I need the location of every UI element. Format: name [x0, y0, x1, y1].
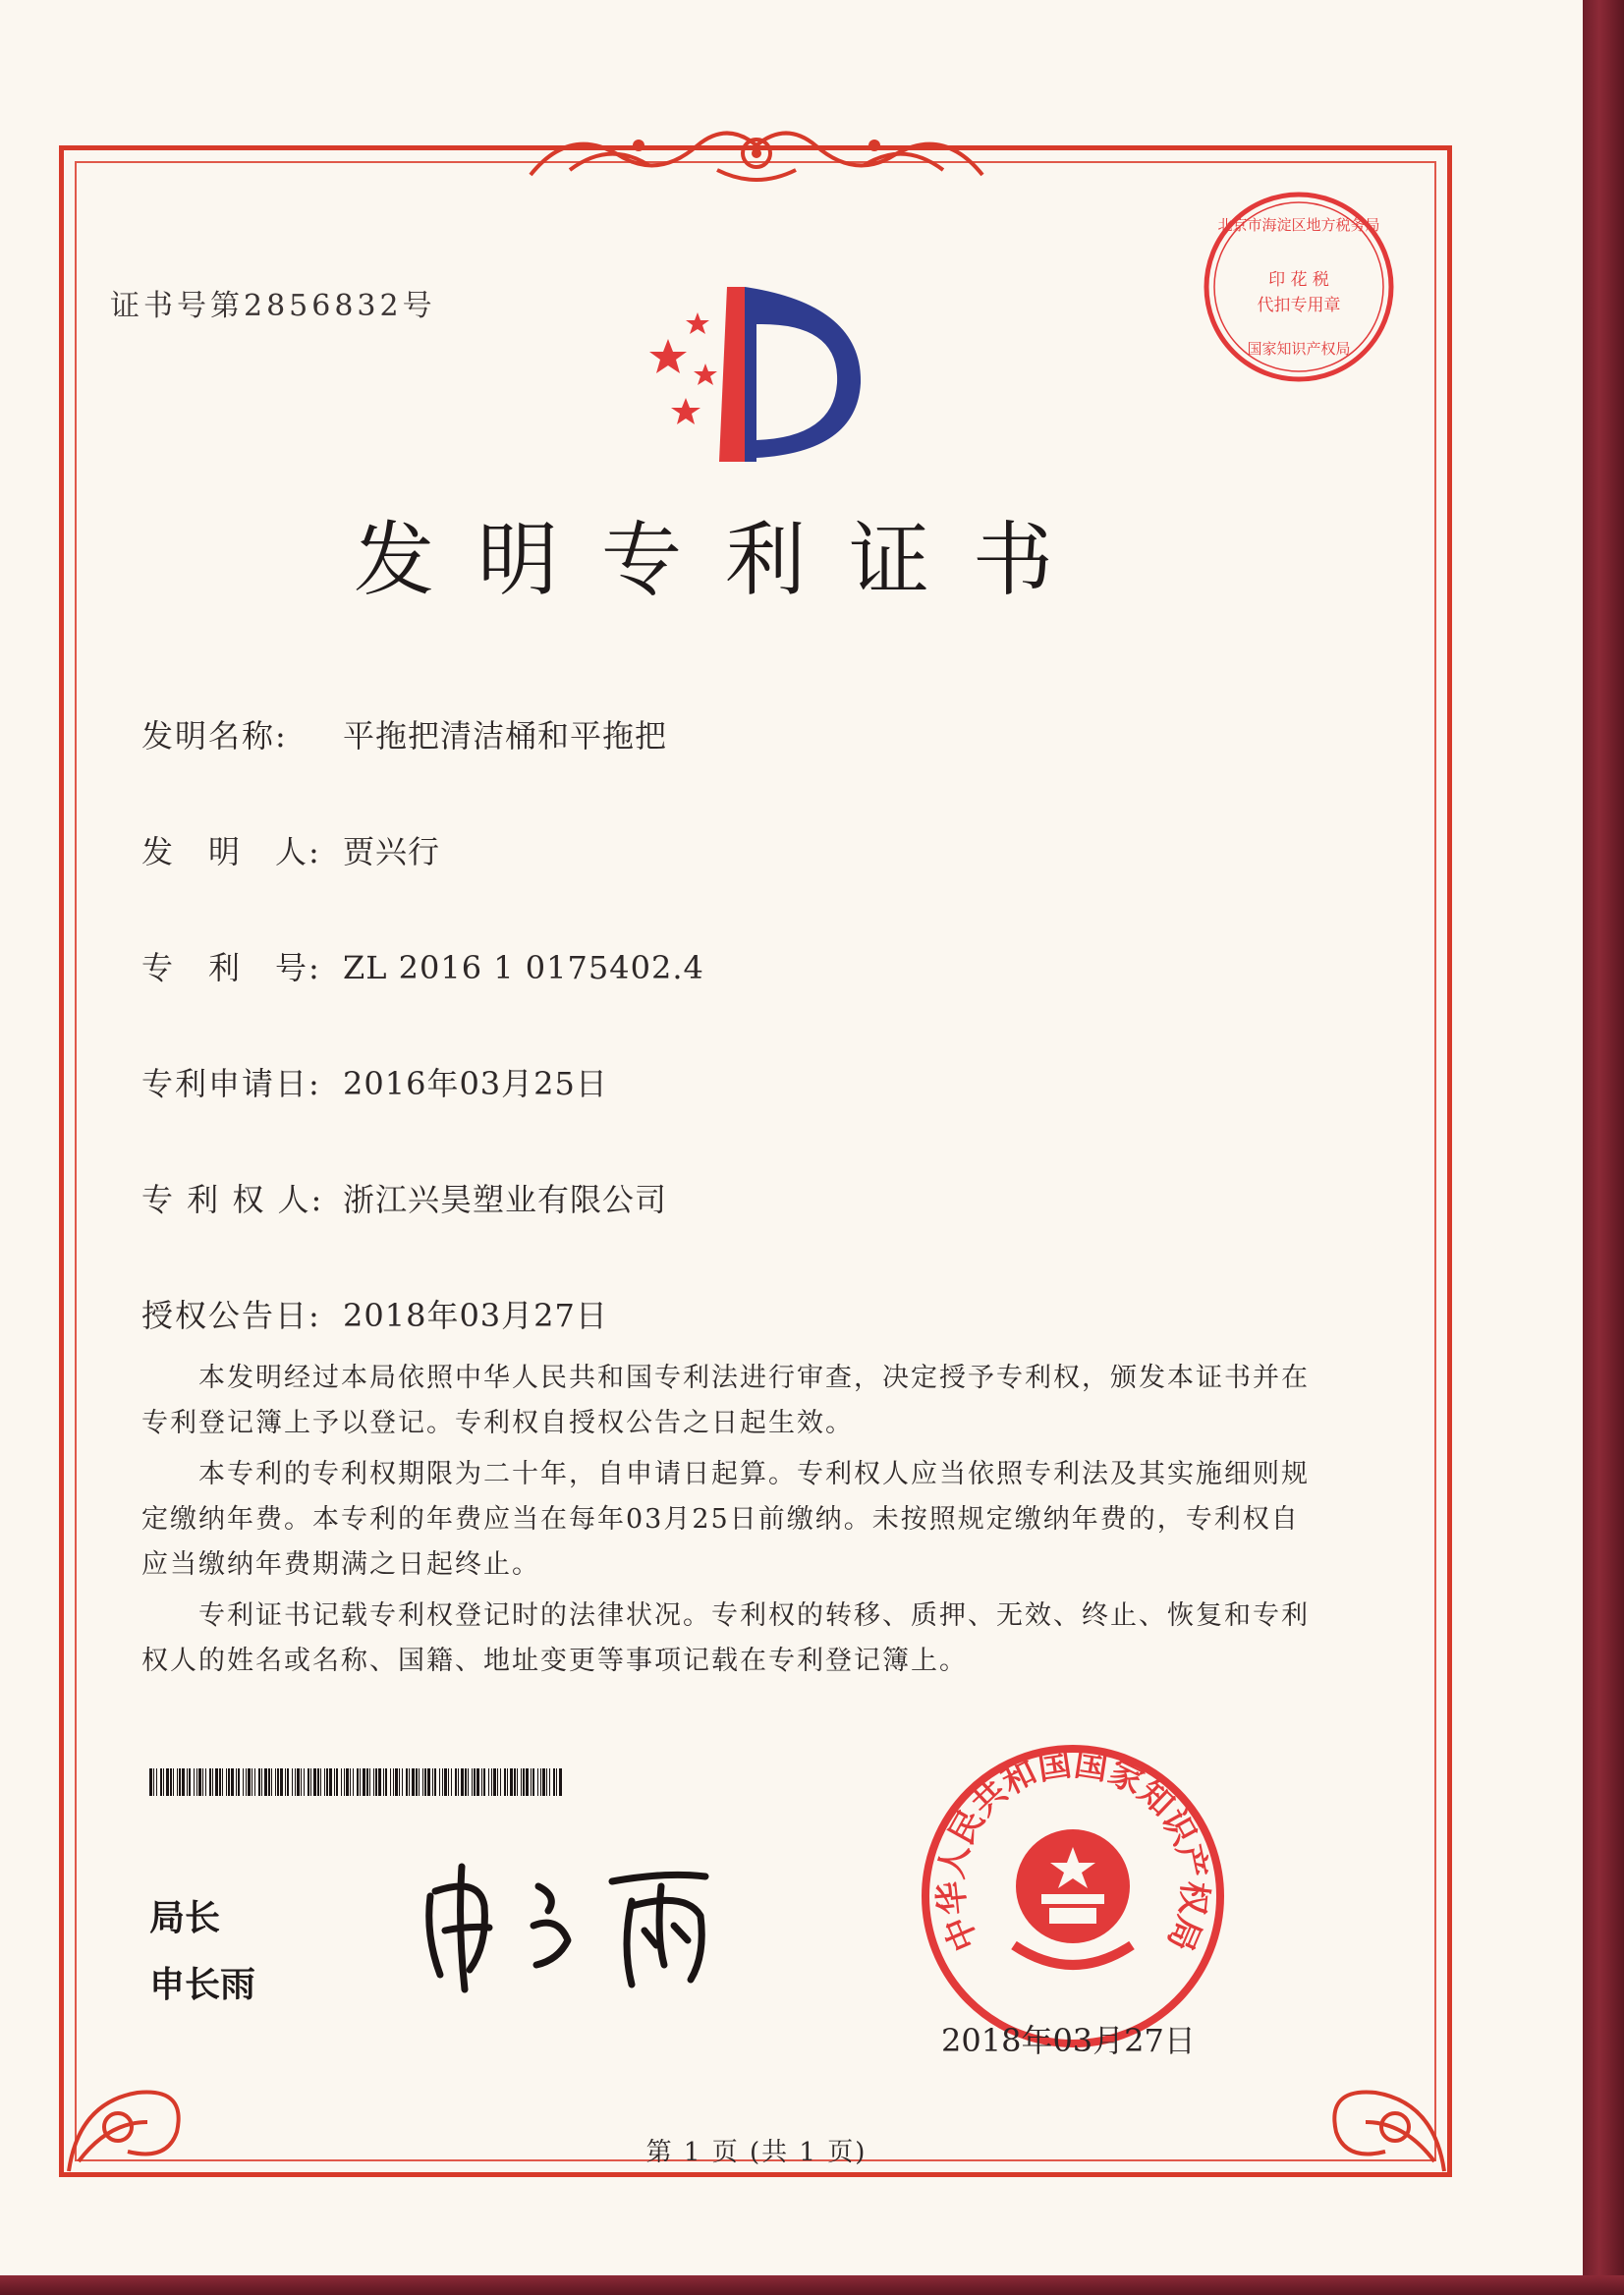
paragraph-legal-status: 专利证书记载专利权登记时的法律状况。专利权的转移、质押、无效、终止、恢复和专利权人的姓名或名称、国籍、地址变更等事项记载在专利登记簿上。 — [141, 1600, 1310, 1676]
top-ornament — [511, 116, 1002, 195]
patent-office-seal — [916, 1739, 1230, 2057]
field-invention-name — [141, 711, 667, 756]
tax-stamp-ring-text: 北京市海淀区地方税务局 — [1217, 216, 1380, 234]
field-label: 专 利 权 人: — [141, 1181, 324, 1218]
director-title: 局长 — [149, 1898, 221, 1938]
barcode — [149, 1768, 562, 1800]
tax-stamp-line1: 印 花 税 — [1268, 270, 1329, 290]
field-label: 授权公告日: — [141, 1297, 321, 1334]
field-inventor — [141, 827, 440, 872]
field-label: 专 利 号: — [141, 949, 321, 986]
field-grant-date — [141, 1291, 608, 1336]
field-value: 平拖把清洁桶和平拖把 — [343, 717, 668, 755]
issue-date: 2018年03月27日 — [941, 2022, 1196, 2059]
field-value: 贾兴行 — [343, 833, 441, 870]
tax-stamp-line2: 代扣专用章 — [1257, 296, 1341, 315]
patent-office-logo — [629, 265, 884, 485]
cover-bottom-edge — [0, 2275, 1624, 2295]
field-patentee — [141, 1175, 667, 1220]
tax-stamp-bottom-text: 国家知识产权局 — [1247, 340, 1351, 358]
certificate-title: 发明专利证书 — [354, 514, 1097, 607]
director-signature — [411, 1847, 764, 1998]
tax-stamp-seal — [1201, 189, 1397, 389]
paragraph-grant-statement: 本发明经过本局依照中华人民共和国专利法进行审查，决定授予专利权，颁发本证书并在专利登记簿上予以登记。专利权自授权公告之日起生效。 — [141, 1363, 1310, 1438]
director-name: 申长雨 — [149, 1965, 256, 2005]
paragraph-term-statement: 本专利的专利权期限为二十年，自申请日起算。专利权人应当依照专利法及其实施细则规定缴纳年费。本专利的年费应当在每年03月25日前缴纳。未按照规定缴纳年费的，专利权自应当缴纳年费期满之日起终止。 — [141, 1459, 1310, 1580]
field-value: ZL 2016 1 0175402.4 — [343, 949, 704, 986]
page-footer: 第 1 页 (共 1 页) — [645, 2138, 868, 2167]
field-value: 浙江兴昊塑业有限公司 — [343, 1181, 668, 1218]
seal-ring-text: 中华人民共和国国家知识产权局 — [931, 1744, 1214, 1957]
certificate-number: 证书号第2856832号 — [110, 289, 436, 323]
cover-binding — [1583, 0, 1624, 2295]
field-label: 专利申请日: — [141, 1065, 321, 1102]
field-value: 2018年03月27日 — [343, 1297, 608, 1334]
field-label: 发明名称: — [141, 717, 288, 755]
field-label: 发 明 人: — [141, 833, 321, 870]
field-application-date — [141, 1059, 608, 1104]
field-value: 2016年03月25日 — [343, 1065, 608, 1102]
field-patent-number — [141, 943, 704, 988]
